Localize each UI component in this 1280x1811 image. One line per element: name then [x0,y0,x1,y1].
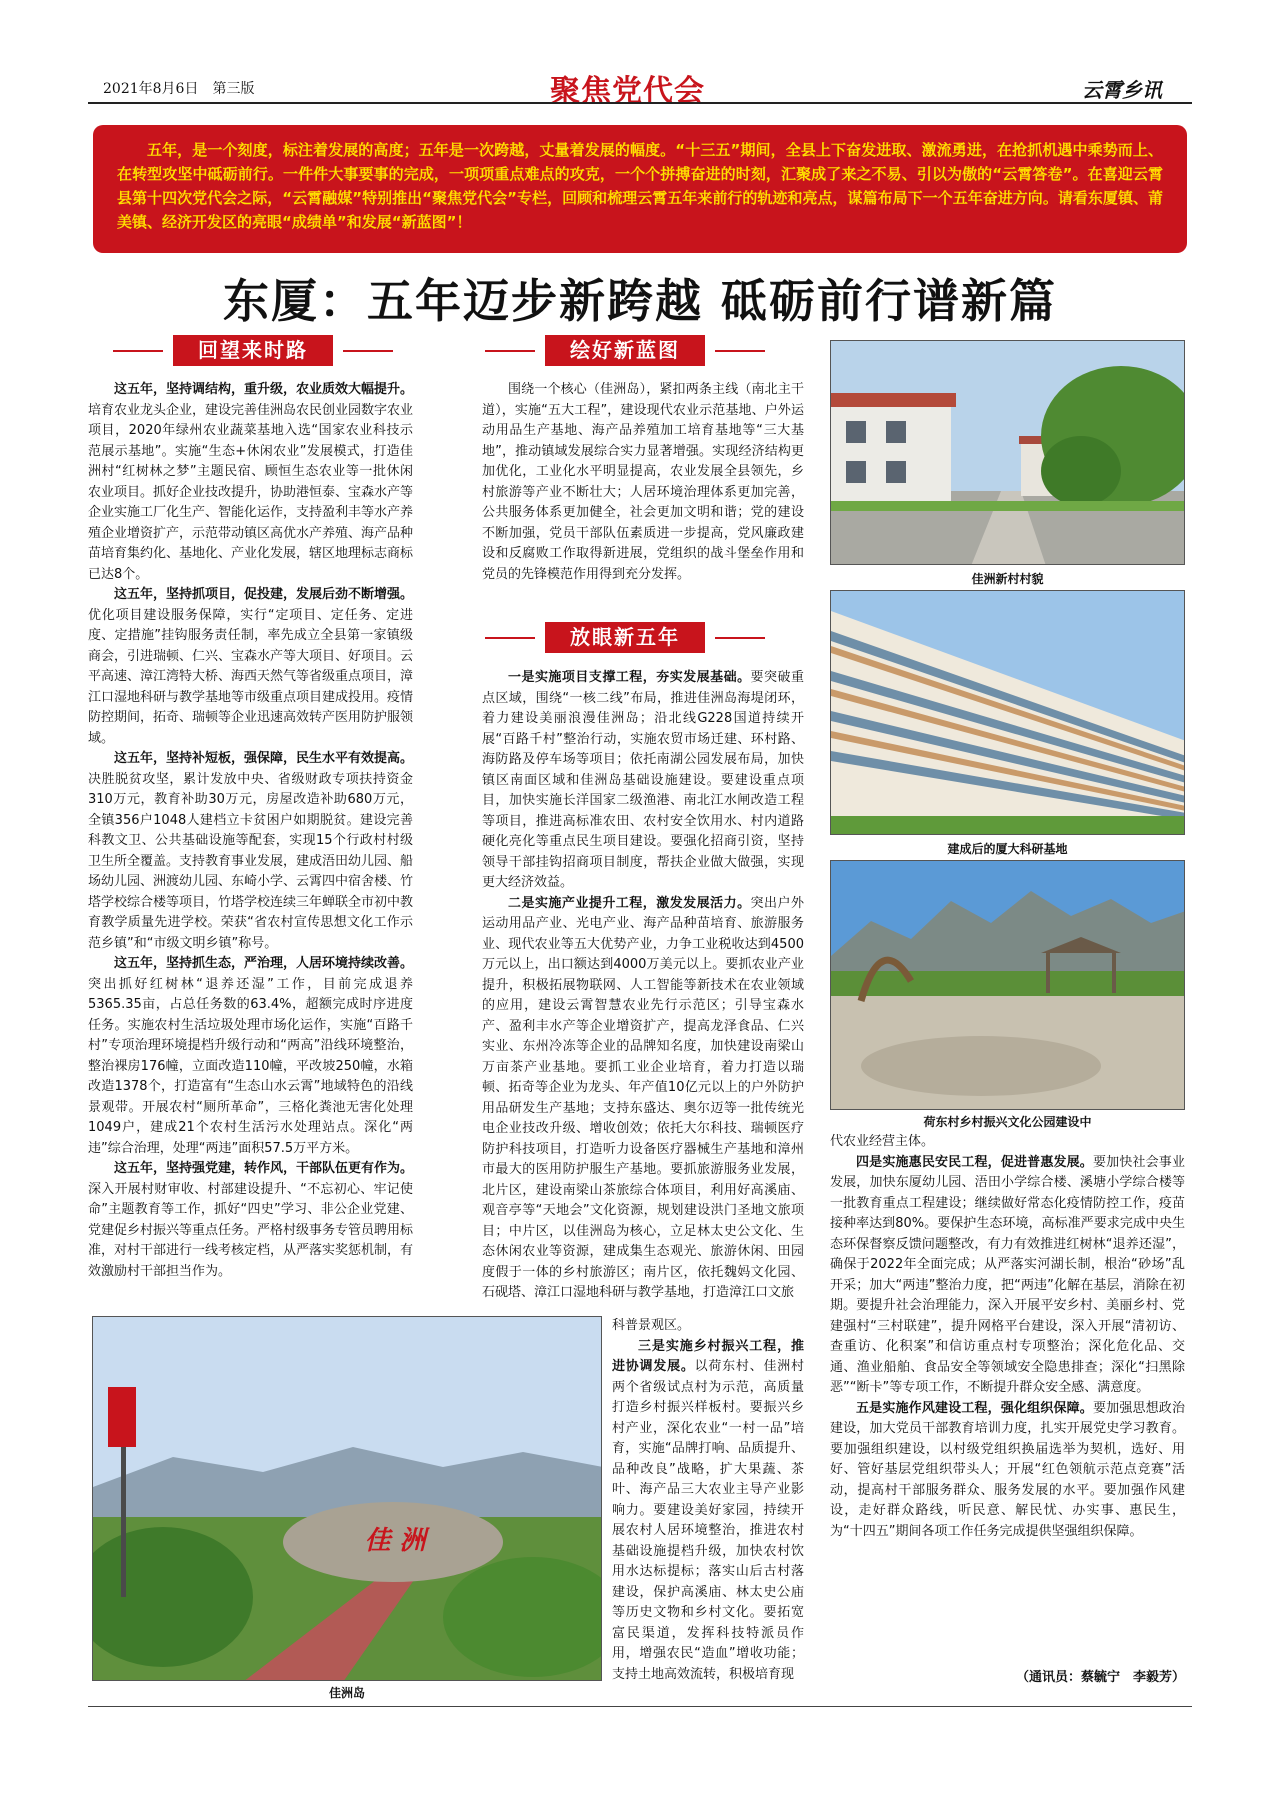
header-rule [88,102,1192,104]
future-column-b [612,1316,804,1698]
review-lead: 这五年，坚持调结构，重升级，农业质效大幅提升。 [114,382,413,397]
caption-jiazhou-island: 佳洲岛 [328,1686,365,1700]
review-paragraph [88,749,413,954]
future-lead: 三是实施乡村振兴工程，推进协调发展。 [612,1338,804,1374]
review-lead: 这五年，坚持强党建，转作风，干部队伍更有作为。 [114,1161,413,1176]
header-date-edition: 2021年8月6日 第三版 [103,81,255,97]
review-paragraph [88,1159,413,1282]
future-body: 代农业经营主体。 [830,1134,935,1149]
future-body: 要加强思想政治建设，加大党员干部教育培训力度，扎实开展党史学习教育。要加强组织建设，以村级党组织换届选举为契机，选好、用好、管好基层党组织带头人；开展“红色领航示范点竞赛”活动，提高村干部服务群众、服务发展的水平。要加强作风建设，走好群众路线，听民意、解民忧、办实事、惠民生，为“十四五”期间各项工作任务完成提供坚强组织保障。 [830,1400,1185,1539]
future-body: 突出户外运动用品产业、光电产业、海产品种苗培育、旅游服务业、现代农业等五大优势产业，力争工业税收达到4500万元以上，出口额达到4000万美元以上。要抓农业产业提升，积极拓展物联网、人工智能等新技术在农业领域的应用，建设云霄智慧农业先行示范区；引导宝森水产、盈利丰水产等企业增资扩产，提高龙泽食品、仁兴实业、东州冷冻等企业的品牌知名度，加快建设南梁山万亩茶产业基地。要抓工业企业培育，着力打造以瑞顿、拓奇等企业为龙头、年产值10亿元以上的户外防护用品研发生产基地；支持东盛达、奥尔迈等一批传统光电企业技改升级、增收创效；依托大尔科技、瑞顿医疗防护科技项目，打造听力设备医疗器械生产基地和漳州市最大的医用防护服生产基地。要抓旅游服务业发展，北片区，建设南梁山茶旅综合体项目，利用好高溪庙、观音亭等“天地会”文化资源，规划建设洪门圣地文旅项目；中片区，以佳洲岛为核心，立足林太史公文化、生态休闲农业等资源，建成集生态观光、旅游休闲、田园度假于一体的乡村旅游区；南片区，依托魏妈文化园、石砚塔、漳江口湿地科研与教学基地，打造漳江口文旅 [482,895,804,1300]
future-column-c [830,1132,1185,1662]
review-body: 优化项目建设服务保障，实行“定项目、定任务、定进度、定措施”挂钩服务责任制，率先成立全县第一家镇级商会，引进瑞顿、仁兴、宝森水产等大项目、好项目。云平高速、漳江湾特大桥、海西天然气等省级重点项目，漳江口湿地科研与教学基地等市级重点项目建成投用。疫情防控期间，拓奇、瑞顿等企业迅速高效转产医用防护服领域。 [88,607,413,746]
future-column-a [482,668,804,1316]
review-column [88,380,413,1292]
photo-village [830,340,1185,565]
future-body: 以荷东村、佳洲村两个省级试点村为示范，高质量打造乡村振兴样板村。要振兴乡村产业，深化农业“一村一品”培育，实施“品牌打响、品质提升、品种改良”战略，扩大果蔬、茶叶、海产品三大农业主导产业影响力。要建设美好家园，持续开展农村人居环境整治，推进农村基础设施提档升级，加快农村饮用水达标提标；落实山后古村落建设，保护高溪庙、林太史公庙等历史文物和乡村文化。要拓宽富民渠道，发挥科技特派员作用，增强农民“造血”增收功能；支持土地高效流转，积极培育现 [612,1359,804,1682]
review-paragraph [88,380,413,585]
future-body: 科普景观区。 [612,1318,691,1333]
future-paragraph [830,1132,1185,1153]
section-future: 放眼新五年 [545,622,705,653]
future-paragraph [612,1337,804,1686]
intro-banner: 五年，是一个刻度，标注着发展的高度；五年是一次跨越，丈量着发展的幅度。“十三五”期间，全县上下奋发进取、激流勇进，在抢抓机遇中乘势而上、在转型攻坚中砥砺前行。一件件大事要事的完成，一项项重点难点的攻克，一个个拼搏奋进的时刻，汇聚成了来之不易、引以为傲的“云霄答卷”。在喜迎云霄县第十四次党代会之际，“云霄融媒”特别推出“聚焦党代会”专栏，回顾和梳理云霄五年来前行的轨迹和亮点，谋篇布局下一个五年奋进方向。请看东厦镇、莆美镇、经济开发区的亮眼“成绩单”和发展“新蓝图”！ [93,125,1187,253]
review-lead: 这五年，坚持补短板，强保障，民生水平有效提高。 [114,751,413,766]
future-paragraph [482,668,804,894]
blueprint-column [482,380,804,608]
caption-village: 佳洲新村村貌 [971,572,1044,586]
headline: 东厦：五年迈步新跨越 砥砺前行谱新篇 [222,274,1057,328]
caption-research-base: 建成后的厦大科研基地 [947,842,1068,856]
photo-research-base [830,590,1185,835]
caption-cultural-park: 荷东村乡村振兴文化公园建设中 [923,1115,1092,1129]
future-lead: 二是实施产业提升工程，激发发展活力。 [508,895,751,911]
future-body: 要加快社会事业发展，加快东厦幼儿园、浯田小学综合楼、溪塘小学综合楼等一批教育重点工程建设；继续做好常态化疫情防控工作，疫苗接种率达到80%。要保护生态环境，高标准严要求完成中央生态环保督察反馈问题整改，有力有效推进红树林“退养还湿”，确保于2022年全面完成；从严落实河湖长制，根治“砂场”乱开采；加大“两违”整治力度，把“两违”化解在基层，消除在初期。要提升社会治理能力，深入开展平安乡村、美丽乡村、党建强村“三村联建”，提升网格平台建设，深入开展“清初访、查重访、化积案”和信访重点村专项整治；深化危化品、交通、渔业船舶、食品安全等领域安全隐患排查；深化“扫黑除恶”“断卡”等专项工作，不断提升群众安全感、满意度。 [830,1154,1185,1395]
review-paragraph [88,954,413,1159]
review-paragraph [88,585,413,749]
review-body: 决胜脱贫攻坚，累计发放中央、省级财政专项扶持资金310万元，教育补助30万元，房屋改造补助680万元，全镇356户1048人建档立卡贫困户如期脱贫。建设完善科教文卫、公共基础设施等配套，实现15个行政村村级卫生所全覆盖。支持教育事业发展，建成浯田幼儿园、船场幼儿园、洲渡幼儿园、东崎小学、云霄四中宿舍楼、竹塔学校综合楼等项目，竹塔学校连续三年蝉联全市初中教育教学质量先进学校。荣获“省农村宣传思想文化工作示范乡镇”和“市级文明乡镇”称号。 [88,771,413,951]
future-lead: 一是实施项目支撑工程，夯实发展基础。 [508,670,751,685]
review-body: 深入开展村财审收、村部建设提升、“不忘初心、牢记使命”主题教育等工作，抓好“四史”学习、非公企业党建、党建促乡村振兴等重点任务。严格村级事务专管员聘用标准，对村干部进行一线考核定档，从严落实奖惩机制，有效激励村干部担当作为。 [88,1181,413,1279]
byline: （通讯员：蔡毓宁 李毅芳） [1015,1670,1185,1685]
future-body: 要突破重点区域，围绕“一核二线”布局，推进佳洲岛海堤闭环，着力建设美丽浪漫佳洲岛；沿北线G228国道持续开展“百路千村”整治行动，实施农贸市场迁建、环村路、海防路及停车场等项目；依托南湖公园发展布局，加快镇区南面区域和佳洲岛基础设施建设。要建设重点项目，加快实施长洋国家二级渔港、南北江水闸改造工程等项目，推进高标准农田、农村安全饮用水、村内道路硬化亮化等重点民生项目建设。要强化招商引资，坚持领导干部挂钩招商项目制度，帮扶企业做大做强，实现更大经济效益。 [482,670,804,890]
review-body: 突出抓好红树林“退养还湿”工作，目前完成退养5365.35亩，占总任务数的63.4%，超额完成时序进度任务。实施农村生活垃圾处理市场化运作，实施“百路千村”专项治理环境提档升级行动和“两高”沿线环境整治，整治裸房176幢，立面改造110幢，平改坡250幢，水箱改造1378个，打造富有“生态山水云霄”地域特色的沿线景观带。开展农村“厕所革命”，三格化粪池无害化处理1049户，建成21个农村生活污水处理站点。深化“两违”综合治理，处理“两违”面积57.5万平方米。 [88,976,413,1156]
brand-logo: 云霄乡讯 [1082,78,1162,102]
photo-cultural-park [830,860,1185,1110]
masthead: 聚焦党代会 [550,74,705,109]
future-lead: 五是实施作风建设工程，强化组织保障。 [856,1400,1093,1416]
section-blueprint: 绘好新蓝图 [545,335,705,366]
future-paragraph [612,1316,804,1337]
section-review: 回望来时路 [173,335,333,366]
photo-jiazhou-island [92,1316,602,1681]
future-paragraph [830,1153,1185,1399]
future-paragraph [830,1399,1185,1543]
review-lead: 这五年，坚持抓项目，促投建，发展后劲不断增强。 [114,587,413,602]
island-rock-lettering: 佳 洲 [364,1526,426,1556]
future-paragraph [482,894,804,1304]
review-lead: 这五年，坚持抓生态，严治理，人居环境持续改善。 [114,956,413,971]
blueprint-paragraph: 围绕一个核心（佳洲岛），紧扣两条主线（南北主干道），实施“五大工程”，建设现代农业示范基地、户外运动用品生产基地、海产品养殖加工培育基地等“三大基地”，推动镇域发展综合实力显著增强。实现经济结构更加优化，工业化水平明显提高，农业发展全县领先，乡村旅游等产业不断壮大；人居环境治理体系更加完善，公共服务体系更加健全，社会更加文明和谐；党的建设不断加强，党员干部队伍素质进一步提高，党风廉政建设和反腐败工作取得新进展，党组织的战斗堡垒作用和党员的先锋模范作用得到充分发挥。 [482,382,804,582]
footer-rule [88,1706,1192,1707]
review-body: 培育农业龙头企业，建设完善佳洲岛农民创业园数字农业项目，2020年绿州农业蔬菜基地入选“国家农业科技示范展示基地”。实施“生态+休闲农业”发展模式，打造佳洲村“红树林之梦”主题民宿、顾恒生态农业等一批休闲农业项目。抓好企业技改提升，协助港恒泰、宝森水产等企业实施工厂化生产、智能化运作，支持盈利丰等水产养殖企业增资扩产，示范带动镇区高优水产养殖、海产品种苗培育集约化、基地化、产业化发展，辖区地理标志商标已达8个。 [88,402,413,582]
future-lead: 四是实施惠民安民工程，促进普惠发展。 [856,1154,1093,1170]
